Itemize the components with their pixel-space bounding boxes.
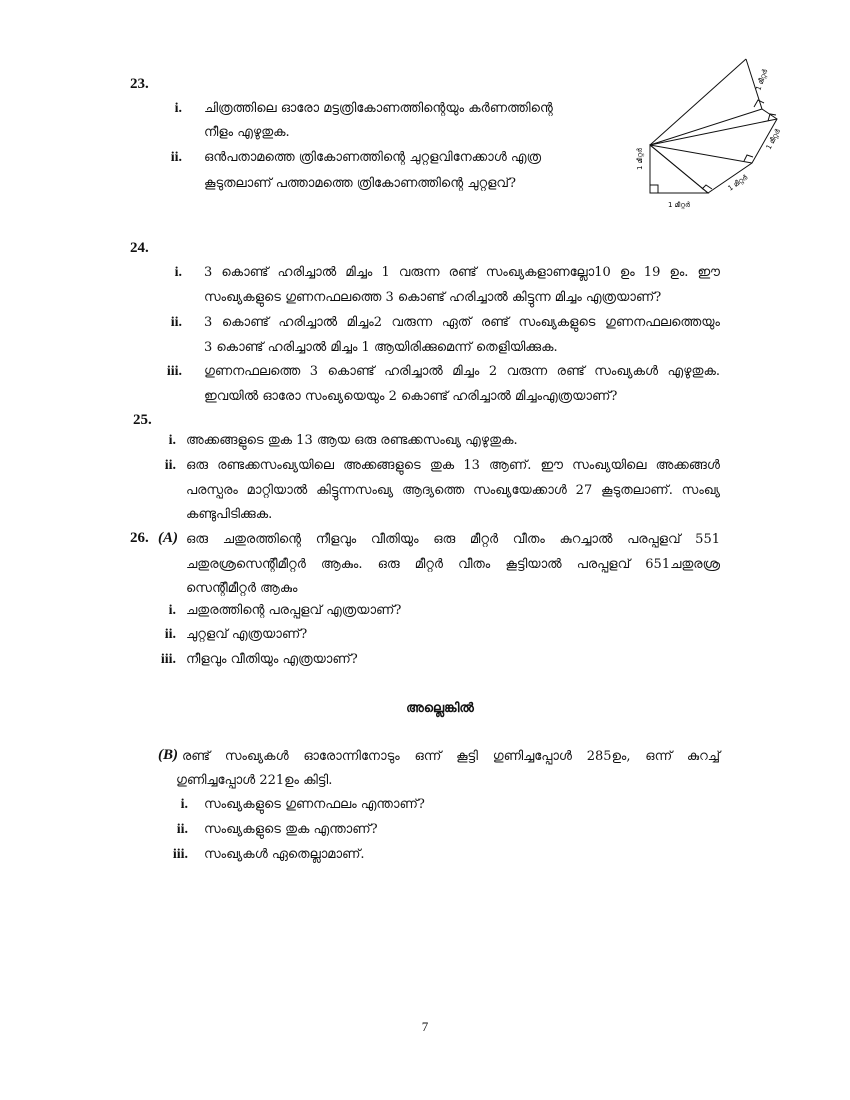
q24-item-i-line2: സംഖ്യകളുടെ ഗുണനഫലത്തെ 3 കൊണ്ട് ഹരിച്ചാൽ കിട്ടുന്ന മിച്ചം എത്രയാണ്? — [204, 290, 662, 305]
page-number: 7 — [421, 1019, 429, 1034]
right-angle-marker-2 — [702, 185, 712, 189]
q26-part-a-line2: ചതുരശ്രസെന്റീമീറ്റർ ആകും. ഒരു മീറ്റർ വീതം കൂട്ടിയാൽ പരപ്പളവ് 651ചതുരശ്ര — [186, 557, 720, 572]
q26-b-item-i-label: i. — [180, 797, 188, 812]
right-triangle-spiral-figure — [630, 55, 810, 220]
q26-part-b-label: (B) — [158, 747, 178, 763]
figure-label-top: 1 മീറ്റർ — [754, 68, 770, 92]
question-number-23: 23. — [130, 76, 149, 92]
q26-b-item-ii-text: സംഖ്യകളുടെ തുക എന്താണ്? — [204, 822, 378, 837]
q24-item-ii-label: ii. — [170, 315, 182, 330]
q23-item-ii-line2: കൂടുതലാണ് പത്താമത്തെ ത്രികോണത്തിന്റെ ചുറ്റളവ്? — [204, 176, 516, 191]
or-separator: അല്ലെങ്കിൽ — [406, 701, 474, 716]
q24-item-ii-line2: 3 കൊണ്ട് ഹരിച്ചാൽ മിച്ചം 1 ആയിരിക്കുമെന്ന് തെളിയിക്കുക. — [204, 340, 558, 355]
q26-b-item-iii-text: സംഖ്യകൾ ഏതെല്ലാമാണ്. — [204, 847, 365, 862]
q25-item-ii-line3: കണ്ടുപിടിക്കുക. — [186, 507, 273, 522]
q25-item-ii-line2: പരസ്പരം മാറ്റിയാൽ കിട്ടുന്നസംഖ്യ ആദ്യത്തെ സംഖ്യയേക്കാൾ 27 കൂടുതലാണ്. സംഖ്യ — [186, 483, 720, 498]
q26-a-item-i-text: ചതുരത്തിന്റെ പരപ്പളവ് എത്രയാണ്? — [186, 603, 402, 618]
hypotenuse-3 — [650, 119, 777, 145]
figure-label-bottom: 1 മീറ്റർ — [668, 201, 690, 209]
q24-item-i-label: i. — [174, 265, 182, 280]
figure-label-right: 1 മീറ്റർ — [764, 127, 783, 151]
q26-a-item-ii-text: ചുറ്റളവ് എത്രയാണ്? — [186, 627, 308, 642]
q26-b-item-i-text: സംഖ്യകളുടെ ഗുണനഫലം എന്താണ്? — [204, 797, 425, 812]
q25-item-i-line1: അക്കങ്ങളുടെ തുക 13 ആയ ഒരു രണ്ടക്കസംഖ്യ എഴുതുക. — [186, 433, 518, 448]
question-number-26: 26. — [130, 530, 149, 546]
question-number-25: 25. — [133, 412, 152, 428]
right-angle-marker-5 — [754, 100, 764, 107]
right-angle-marker-3 — [744, 155, 753, 161]
q24-item-ii-line1: 3 കൊണ്ട് ഹരിച്ചാൽ മിച്ചം2 വരുന്ന ഏത് രണ്ട് സംഖ്യകളുടെ ഗുണനഫലത്തെയും — [204, 315, 720, 330]
q26-b-item-ii-label: ii. — [176, 822, 188, 837]
q26-part-a-label: (A) — [158, 530, 178, 546]
q26-part-b-line2: ഗുണിച്ചപ്പോൾ 221ഉം കിട്ടി. — [176, 773, 333, 788]
figure-label-lower-right: 1 മീറ്റർ — [726, 173, 750, 193]
hypotenuse-5 — [650, 59, 746, 145]
q26-a-item-iii-label: iii. — [160, 652, 176, 667]
q23-item-i-line1: ചിത്രത്തിലെ ഓരോ മട്ടത്രികോണത്തിന്റെയും കർണത്തിന്റെ — [204, 101, 553, 116]
hypotenuse-4 — [650, 109, 762, 145]
q24-item-i-line1: 3 കൊണ്ട് ഹരിച്ചാൽ മിച്ചം 1 വരുന്ന രണ്ട് സംഖ്യകളാണല്ലോ10 ഉം 19 ഉം. ഈ — [204, 265, 720, 280]
q24-item-iii-line2: ഇവയിൽ ഓരോ സംഖ്യയെയും 2 കൊണ്ട് ഹരിച്ചാൽ മിച്ചംഎത്രയാണ്? — [204, 389, 618, 404]
q25-item-ii-line1: ഒരു രണ്ടക്കസംഖ്യയിലെ അക്കങ്ങളുടെ തുക 13 ആണ്. ഈ സംഖ്യയിലെ അക്കങ്ങൾ — [186, 458, 720, 473]
q24-item-iii-label: iii. — [166, 364, 182, 379]
right-angle-marker-1 — [650, 185, 658, 193]
q26-part-b-line1: രണ്ട് സംഖ്യകൾ ഓരോന്നിനോടും ഒന്ന് കൂട്ടി ഗുണിച്ചപ്പോൾ 285ഉം, ഒന്ന് കുറച്ച് — [182, 749, 720, 764]
q23-item-i-label: i. — [174, 101, 182, 116]
figure-label-left: 1 മീറ്റർ — [636, 148, 644, 170]
question-number-24: 24. — [130, 240, 149, 256]
q23-item-ii-label: ii. — [170, 150, 182, 165]
q26-a-item-iii-text: നീളവും വീതിയും എത്രയാണ്? — [186, 652, 358, 667]
q24-item-iii-line1: ഗുണനഫലത്തെ 3 കൊണ്ട് ഹരിച്ചാൽ മിച്ചം 2 വരുന്ന രണ്ട് സംഖ്യകൾ എഴുതുക. — [204, 364, 720, 379]
hypotenuse-2 — [650, 145, 752, 163]
q26-a-item-i-label: i. — [168, 603, 176, 618]
q26-b-item-iii-label: iii. — [172, 847, 188, 862]
q26-a-item-ii-label: ii. — [164, 627, 176, 642]
q26-part-a-line1: ഒരു ചതുരത്തിന്റെ നീളവും വീതിയും ഒരു മീറ്റർ വീതം കുറച്ചാൽ പരപ്പളവ് 551 — [186, 532, 720, 547]
q25-item-ii-label: ii. — [164, 458, 176, 473]
q23-item-ii-line1: ഒൻപതാമത്തെ ത്രികോണത്തിന്റെ ചുറ്റളവിനേക്കാൾ എത്ര — [204, 150, 542, 165]
q26-part-a-line3: സെന്റീമീറ്റർ ആകും — [186, 581, 298, 596]
q25-item-i-label: i. — [168, 433, 176, 448]
q23-item-i-line2: നീളം എഴുതുക. — [204, 125, 290, 140]
